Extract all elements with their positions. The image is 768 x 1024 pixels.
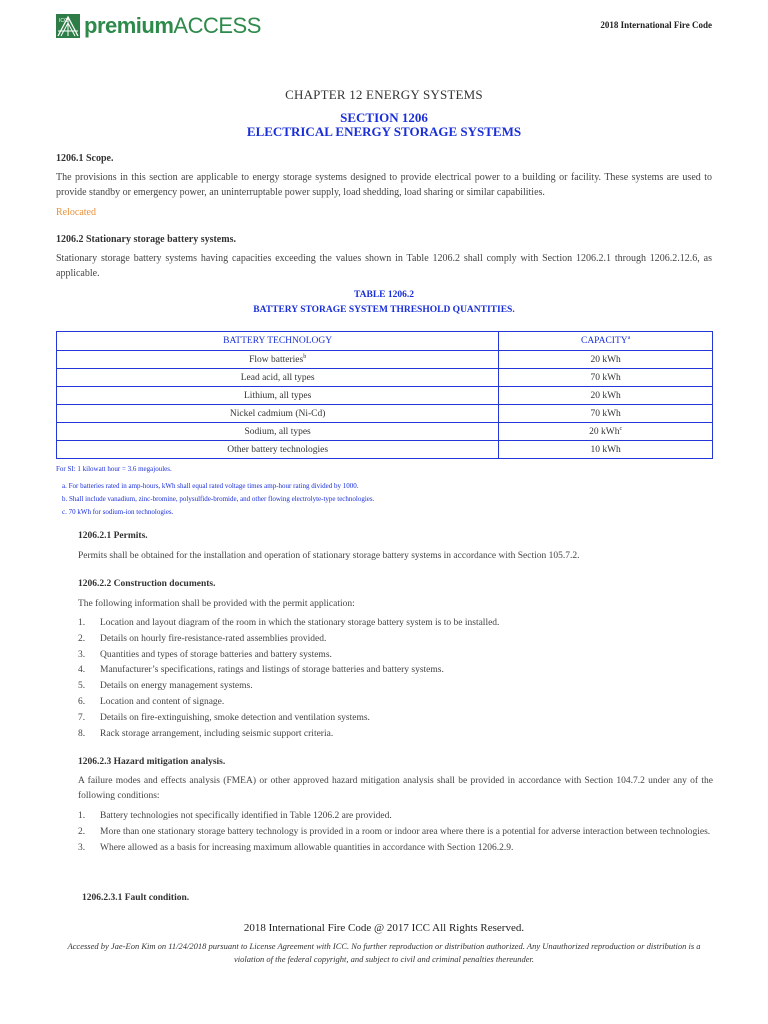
capacity-cell: 20 kWh	[499, 351, 713, 369]
section-1206-2-3-text: A failure modes and effects analysis (FMEA) or other approved hazard mitigation analysis shall be provided in accordance with Section 104.7.2 under any of the following conditions:	[78, 776, 713, 801]
table-row	[57, 441, 713, 459]
table-row	[57, 369, 713, 387]
logo-text	[84, 14, 261, 38]
construction-documents-list	[78, 616, 713, 742]
list-item: 4. Manufacturer’s specifications, ratings and listings of storage batteries and battery systems.	[78, 665, 444, 676]
page-header	[56, 10, 712, 44]
table-row	[57, 387, 713, 405]
battery-threshold-table	[56, 331, 713, 459]
technology-cell: Other battery technologies	[57, 441, 499, 459]
technology-cell: Flow batteries$^b$	[57, 351, 499, 369]
footnote-ref[interactable]: c	[619, 425, 623, 432]
list-item: 3. Quantities and types of storage batteries and battery systems.	[78, 649, 332, 660]
column-header-capacity: CAPACITY$^a$	[499, 332, 713, 351]
capacity-cell: 20 kWh	[499, 387, 713, 405]
list-item: 5. Details on energy management systems.	[78, 681, 253, 692]
section-1206-2-2-heading: 1206.2.2 Construction documents.	[78, 579, 216, 589]
list-item: 8. Rack storage arrangement, including seismic support criteria.	[78, 728, 334, 739]
icc-logo-icon	[56, 14, 80, 38]
list-item: 1. Battery technologies not specifically identified in Table 1206.2 are provided.	[78, 811, 392, 821]
section-1206-1-heading: 1206.1 Scope.	[56, 153, 114, 164]
table-note-c: c. 70 kWh for sodium-ion technologies.	[62, 508, 174, 516]
table-row	[57, 423, 713, 441]
svg-text:ICC: ICC	[59, 18, 68, 24]
technology-cell: Lithium, all types	[57, 387, 499, 405]
section-title[interactable]: ELECTRICAL ENERGY STORAGE SYSTEMS	[246, 124, 522, 139]
capacity-cell: 70 kWh	[499, 405, 713, 423]
section-1206-2-3-heading: 1206.2.3 Hazard mitigation analysis.	[78, 757, 226, 767]
list-item: 2. Details on hourly fire-resistance-rated assemblies provided.	[78, 633, 327, 644]
table-note-b: b. Shall include vanadium, zinc-bromine, polysulfide-bromide, and other flowing electrolyte-type technologies.	[62, 495, 375, 503]
table-row	[57, 405, 713, 423]
technology-cell: Nickel cadmium (Ni-Cd)	[57, 405, 499, 423]
capacity-cell: 10 kWh	[499, 441, 713, 459]
footnote-ref[interactable]: b	[303, 353, 307, 360]
table-note-si: For SI: 1 kilowatt hour = 3.6 megajoules.	[56, 465, 172, 473]
footer-copyright: 2018 International Fire Code @ 2017 ICC All Rights Reserved.	[243, 922, 525, 934]
list-item: 2. More than one stationary storage battery technology is provided in a room or indoor area where there is a potential for adverse interaction between technologies.	[78, 826, 711, 837]
column-header-technology: BATTERY TECHNOLOGY	[57, 332, 499, 351]
footer-license-notice: Accessed by Jae-Eon Kim on 11/24/2018 pursuant to License Agreement with ICC. No further reproduction or distribution authorized. Any Unauthorized reproduction or distribution is a violation of the federal copyright, and subject to civil and criminal penalties thereunder.	[67, 941, 701, 964]
capacity-cell: 70 kWh	[499, 369, 713, 387]
table-number[interactable]: TABLE 1206.2	[353, 290, 414, 300]
section-1206-1-text: The provisions in this section are applicable to energy storage systems designed to provide electrical power to a building or facility. These systems are used to provide standby or emergency power, an uninterruptable power supply, load shedding, load sharing or similar capabilities.	[56, 172, 712, 198]
technology-cell: Sodium, all types	[57, 423, 499, 441]
book-title: 2018 International Fire Code	[600, 20, 712, 30]
section-1206-2-1-heading: 1206.2.1 Permits.	[78, 531, 148, 541]
list-item: 3. Where allowed as a basis for increasing maximum allowable quantities in accordance with Section 1206.2.9.	[78, 842, 514, 853]
section-1206-2-1-text: Permits shall be obtained for the installation and operation of stationary storage battery systems in accordance with Section 105.7.2.	[78, 551, 580, 561]
table-note-a: a. For batteries rated in amp-hours, kWh shall equal rated voltage times amp-hour rating divided by 1000.	[62, 482, 359, 490]
section-1206-2-heading: 1206.2 Stationary storage battery systems.	[56, 234, 236, 245]
section-1206-2-2-text: The following information shall be provided with the permit application:	[78, 599, 355, 609]
logo-prefix: premium	[84, 13, 174, 38]
table-title[interactable]: BATTERY STORAGE SYSTEM THRESHOLD QUANTITIES.	[253, 305, 515, 315]
list-item: 6. Location and content of signage.	[78, 696, 225, 707]
list-item: 7. Details on fire-extinguishing, smoke detection and ventilation systems.	[78, 712, 370, 723]
capacity-cell: 20 kWh$^c$	[499, 423, 713, 441]
hazard-conditions-list	[78, 809, 713, 856]
section-1206-2-text: Stationary storage battery systems having capacities exceeding the values shown in Table 1206.2 shall comply with Section 1206.2.1 through 1206.2.12.6, as applicable.	[56, 253, 712, 279]
logo-suffix: ACCESS	[173, 13, 261, 38]
section-number[interactable]: SECTION 1206	[340, 110, 428, 125]
relocated-note[interactable]: Relocated	[56, 207, 96, 218]
list-item: 1. Location and layout diagram of the room in which the stationary storage battery system is to be installed.	[78, 618, 500, 628]
table-header-row	[57, 332, 713, 351]
table-row	[57, 351, 713, 369]
chapter-title: CHAPTER 12 ENERGY SYSTEMS	[285, 87, 483, 102]
technology-cell: Lead acid, all types	[57, 369, 499, 387]
section-1206-2-3-1-heading: 1206.2.3.1 Fault condition.	[82, 893, 190, 903]
footnote-ref[interactable]: a	[627, 335, 631, 342]
premium-access-logo[interactable]	[56, 14, 261, 38]
